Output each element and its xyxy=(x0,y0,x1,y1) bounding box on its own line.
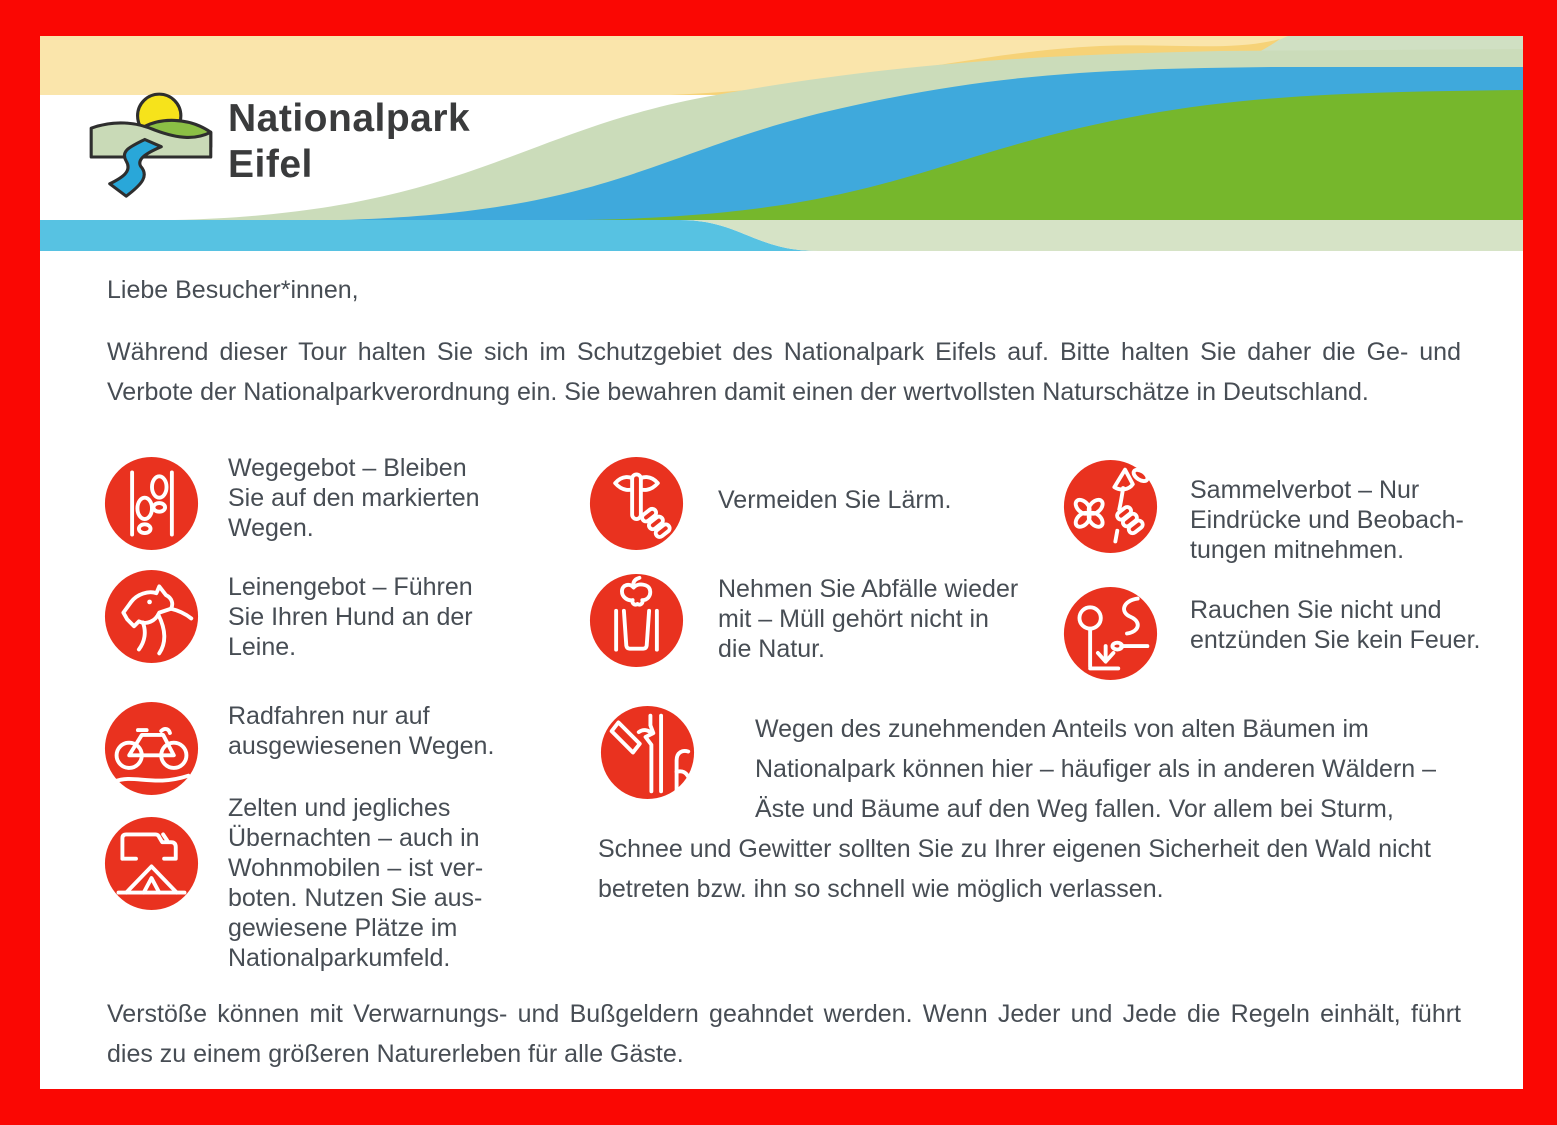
camping-icon xyxy=(103,815,200,912)
rule-sammelverbot-text: Sammelverbot – Nur Eindrücke und Beobachtungen mitnehmen. xyxy=(1190,476,1464,564)
rule-wegegebot-text: Wegegebot – Bleiben Sie auf den markierten Wegen. xyxy=(228,454,480,542)
logo-wordmark xyxy=(228,96,470,188)
litter-icon xyxy=(588,572,685,669)
tree-warning xyxy=(598,709,1464,909)
logo-line1: Nationalpark xyxy=(228,97,471,140)
bicycle-icon xyxy=(103,700,200,797)
dog-leash-icon xyxy=(103,568,200,665)
no-fire-icon xyxy=(1062,585,1159,682)
greeting: Liebe Besucher*innen, xyxy=(107,276,359,304)
logo-mark-icon xyxy=(85,80,219,200)
intro-paragraph: Während dieser Tour halten Sie sich im Schutzgebiet des Nationalpark Eifels auf. Bitte halten Sie daher die Ge- und Verbote der Nationalparkverordnung ein. Sie bewahren damit einen der wertvollsten Naturschätze in Deutschland. xyxy=(107,338,1461,406)
rule-zelten-text: Zelten und jegliches Übernachten – auch in Wohnmobilen – ist verboten. Nutzen Sie ausgewiesene Plätze im Nationalparkumfeld. xyxy=(228,794,484,972)
logo-line2: Eifel xyxy=(228,143,313,186)
rule-feuer-text: Rauchen Sie nicht und entzünden Sie kein Feuer. xyxy=(1190,596,1481,654)
quiet-icon xyxy=(588,455,685,552)
rule-laerm-text: Vermeiden Sie Lärm. xyxy=(718,486,952,514)
tree-icon-spacer xyxy=(598,709,755,823)
rule-radfahren-text: Radfahren nur auf ausgewiesenen Wegen. xyxy=(228,702,495,760)
no-picking-icon xyxy=(1062,458,1159,555)
flyer-page xyxy=(40,36,1523,1089)
tree-warning-text: Wegen des zunehmenden Anteils von alten Bäumen im Nationalpark können hier – häufiger als in anderen Wäldern – Äste und Bäume auf den Weg fallen. Vor allem bei Sturm, Schnee und Gewitter sollten Sie zu Ihrer eigenen Sicherheit den Wald nicht betreten bzw. ihn so schnell wie möglich verlassen. xyxy=(598,715,1436,903)
footprints-icon xyxy=(103,455,200,552)
closing-paragraph: Verstöße können mit Verwarnungs- und Bußgeldern geahndet werden. Wenn Jeder und Jede die Regeln einhält, führt dies zu einem größeren Naturerleben für alle Gäste. xyxy=(107,1000,1461,1068)
rule-abfaelle-text: Nehmen Sie Abfälle wieder mit – Müll gehört nicht in die Natur. xyxy=(718,575,1019,663)
rule-leinengebot-text: Leinengebot – Führen Sie Ihren Hund an der Leine. xyxy=(228,573,473,661)
